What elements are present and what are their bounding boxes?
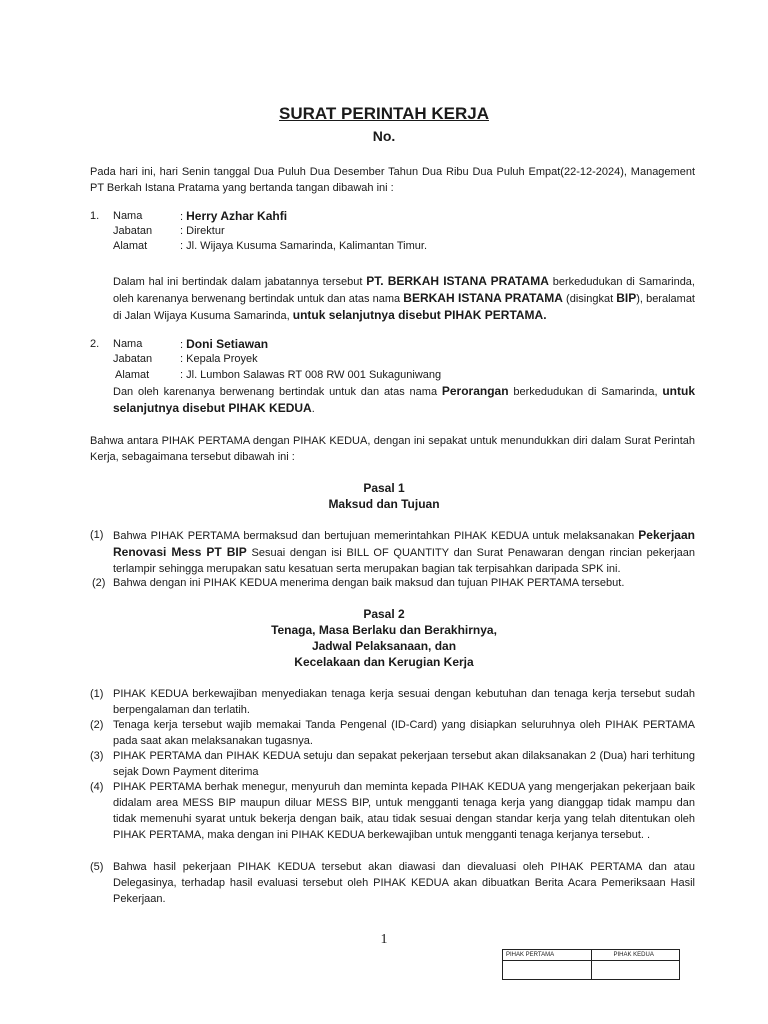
pasal2-item: Bahwa hasil pekerjaan PIHAK KEDUA tersebut akan diawasi dan dievaluasi oleh PIHAK PERTAMA dan atau Delegasinya, terhadap hasil evaluasi tersebut oleh PIHAK KEDUA akan dibuatkan Berita Acara Pemeriksaan Hasil Pekerjaan. xyxy=(113,861,695,905)
signature-label-second-party: PIHAK KEDUA xyxy=(591,950,680,961)
pasal2-item-number: (5) xyxy=(90,861,104,873)
agreement-paragraph: Bahwa antara PIHAK PERTAMA dengan PIHAK KEDUA, dengan ini sepakat untuk menundukkan diri dalam Surat Perintah Kerja, sebagaimana tersebut dibawah ini : xyxy=(90,435,695,463)
party1-address-row: : Jl. Wijaya Kusuma Samarinda, Kalimantan Timur. xyxy=(180,240,427,252)
party1-title-label: Jabatan xyxy=(113,225,153,237)
party1-title-row: : Direktur xyxy=(180,225,225,237)
pasal2-item-number: (4) xyxy=(90,781,104,793)
party1-name-row: : Herry Azhar Kahfi xyxy=(180,209,288,223)
pasal2-item-number: (2) xyxy=(90,719,104,731)
party1-description: Dalam hal ini bertindak dalam jabatannya tersebut PT. BERKAH ISTANA PRATAMA berkedudukan di Samarinda, oleh karenanya berwenang bertindak untuk dan atas nama BERKAH ISTANA PRATAMA (disingkat BIP), beralamat di Jalan Wijaya Kusuma Samarinda, untuk selanjutnya disebut PIHAK PERTAMA. xyxy=(113,274,695,322)
pasal2-heading: Pasal 2 xyxy=(363,607,405,621)
document-number: No. xyxy=(372,128,396,144)
party2-name-value: Doni Setiawan xyxy=(186,337,269,351)
signature-label-first-party: PIHAK PERTAMA xyxy=(503,950,592,961)
pasal2-item-number: (3) xyxy=(90,750,104,762)
page-number: 1 xyxy=(380,932,388,947)
intro-paragraph: Pada hari ini, hari Senin tanggal Dua Puluh Dua Desember Tahun Dua Ribu Dua Puluh Empat(22-12-2024), Management PT Berkah Istana Pratama yang bertanda tangan dibawah ini : xyxy=(90,166,695,194)
party2-address-row: : Jl. Lumbon Salawas RT 008 RW 001 Sukaguniwang xyxy=(180,369,442,381)
party2-address-label: Alamat xyxy=(115,369,150,381)
pasal2-item: PIHAK KEDUA berkewajiban menyediakan tenaga kerja sesuai dengan kebutuhan dan tenaga kerja tersebut sudah berpengalaman dan terlatih. xyxy=(113,688,695,716)
pasal2-subtitle-line: Jadwal Pelaksanaan, dan xyxy=(311,639,457,653)
signature-table xyxy=(502,949,680,980)
pasal2-subtitle-line: Kecelakaan dan Kerugian Kerja xyxy=(294,655,474,669)
pasal1-heading: Pasal 1 xyxy=(363,481,405,495)
signature-box-second-party xyxy=(591,961,680,980)
party1-address-label: Alamat xyxy=(113,240,148,252)
pasal1-item: Bahwa dengan ini PIHAK KEDUA menerima dengan baik maksud dan tujuan PIHAK PERTAMA tersebut. xyxy=(113,577,625,589)
pasal2-item: PIHAK PERTAMA dan PIHAK KEDUA setuju dan sepakat pekerjaan tersebut akan dilaksanakan 2 (Dua) hari terhitung sejak Down Payment diterima xyxy=(113,750,695,778)
party1-title-value: Direktur xyxy=(186,225,225,237)
pasal1-subtitle: Maksud dan Tujuan xyxy=(328,497,440,511)
party2-title-row: : Kepala Proyek xyxy=(180,353,258,365)
party2-name-label: Nama xyxy=(113,338,143,350)
party2-name-row: : Doni Setiawan xyxy=(180,337,269,351)
party2-index: 2. xyxy=(90,338,100,350)
party2-description: Dan oleh karenanya berwenang bertindak untuk dan atas nama Perorangan berkedudukan di Samarinda, untuk selanjutnya disebut PIHAK KEDUA. xyxy=(113,384,695,415)
party1-name-value: Herry Azhar Kahfi xyxy=(186,209,288,223)
pasal2-subtitle-line: Tenaga, Masa Berlaku dan Berakhirnya, xyxy=(271,623,497,637)
party1-index: 1. xyxy=(90,210,100,222)
party2-title-label: Jabatan xyxy=(113,353,153,365)
document-title: SURAT PERINTAH KERJA xyxy=(279,104,489,123)
pasal1-item: Bahwa PIHAK PERTAMA bermaksud dan bertujuan memerintahkan PIHAK KEDUA untuk melaksanakan Pekerjaan Renovasi Mess PT BIP Sesuai dengan isi BILL OF QUANTITY dan Surat Penawaran dengan rincian pekerjaan terlampir sehingga merupakan satu kesatuan serta merupakan bagian tak terpisahkan daripada SPK ini. xyxy=(113,528,695,575)
pasal2-item: Tenaga kerja tersebut wajib memakai Tanda Pengenal (ID-Card) yang disiapkan seluruhnya oleh PIHAK PERTAMA pada saat akan melaksanakan tugasnya. xyxy=(113,719,695,747)
pasal1-item-number: (1) xyxy=(90,529,104,541)
party1-address-value: Jl. Wijaya Kusuma Samarinda, Kalimantan Timur. xyxy=(186,240,427,252)
signature-box-first-party xyxy=(503,961,592,980)
party2-title-value: Kepala Proyek xyxy=(186,353,258,365)
pasal1-item-number: (2) xyxy=(92,577,106,589)
party1-name-label: Nama xyxy=(113,210,143,222)
pasal2-item: PIHAK PERTAMA berhak menegur, menyuruh dan meminta kepada PIHAK KEDUA yang mengerjakan pekerjaan baik didalam area MESS BIP maupun diluar MESS BIP, untuk mengganti tenaga kerja yang dianggap tidak mampu dan tidak memenuhi syarat untuk bekerja dengan baik, atau tidak sesuai dengan standar kerja yang telah ditentukan oleh PIHAK PERTAMA, maka dengan ini PIHAK KEDUA berkewajiban untuk mengganti tenaga kerjanya tersebut. . xyxy=(113,781,695,841)
party2-address-value: Jl. Lumbon Salawas RT 008 RW 001 Sukaguniwang xyxy=(186,369,442,381)
pasal2-item-number: (1) xyxy=(90,688,104,700)
